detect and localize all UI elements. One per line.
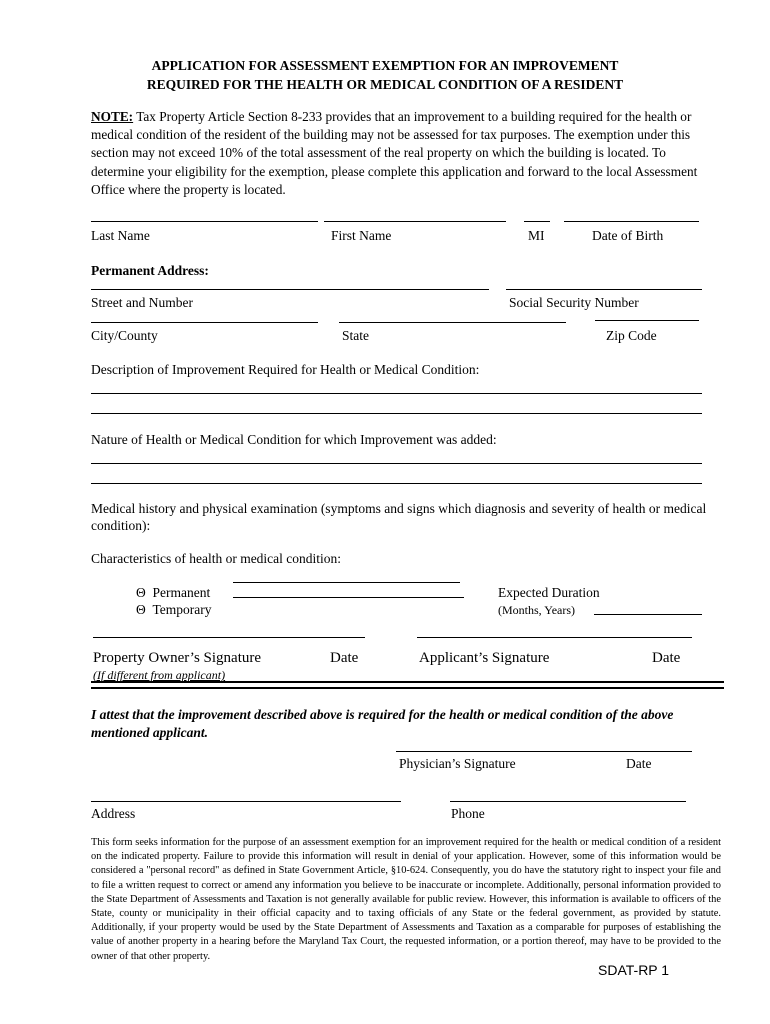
ssn-field[interactable] <box>506 289 702 290</box>
phone-line[interactable] <box>450 801 686 802</box>
condition-line-1[interactable] <box>91 463 702 464</box>
improvement-description-label: Description of Improvement Required for Health or Medical Condition: <box>91 362 480 377</box>
permanent-address-heading: Permanent Address: <box>91 263 209 278</box>
temporary-label: Temporary <box>152 602 212 617</box>
permanent-label: Permanent <box>152 585 211 600</box>
condition-nature-label: Nature of Health or Medical Condition for which Improvement was added: <box>91 432 497 447</box>
divider-top <box>91 681 724 683</box>
note-paragraph <box>91 108 711 199</box>
state-label: State <box>342 328 369 343</box>
address-label: Address <box>91 806 136 821</box>
duration-field[interactable] <box>594 614 702 615</box>
owner-signature-label: Property Owner’s Signature <box>93 650 262 666</box>
street-label: Street and Number <box>91 295 193 310</box>
temporary-line[interactable] <box>233 597 464 598</box>
mi-label: MI <box>528 228 545 243</box>
physician-signature-line[interactable] <box>396 751 692 752</box>
expected-duration-label: Expected Duration <box>498 585 600 600</box>
permanent-option[interactable] <box>136 584 210 601</box>
months-years-label: (Months, Years) <box>498 603 576 617</box>
zip-label: Zip Code <box>606 328 657 343</box>
applicant-date-label: Date <box>652 650 681 666</box>
mi-field[interactable] <box>524 221 550 222</box>
if-different-note: (If different from applicant) <box>93 668 226 682</box>
dob-field[interactable] <box>564 221 699 222</box>
note-label: NOTE: <box>91 109 134 124</box>
improvement-line-2[interactable] <box>91 413 702 414</box>
first-name-label: First Name <box>331 228 392 243</box>
note-text: Tax Property Article Section 8-233 provides that an improvement to a building required for the health or medical condition of the resident of the building may not be assessed for tax purposes. The exemption under this section may not exceed 10% of the total assessment of the real property on which the building is located. To determine your eligibility for the exemption, please complete this application and forward to the local Assessment Office where the property is located. <box>91 109 698 197</box>
form-title-line1: APPLICATION FOR ASSESSMENT EXEMPTION FOR AN IMPROVEMENT <box>151 58 619 73</box>
form-code: SDAT-RP 1 <box>598 962 670 978</box>
applicant-signature-line[interactable] <box>417 637 692 638</box>
permanent-line[interactable] <box>233 582 460 583</box>
street-field[interactable] <box>91 289 489 290</box>
medical-history-label: Medical history and physical examination (symptoms and signs which diagnosis and severity of health or medical condition): <box>91 501 707 533</box>
ssn-label: Social Security Number <box>509 295 639 310</box>
physician-signature-label: Physician’s Signature <box>399 756 516 771</box>
divider-bottom <box>91 687 724 689</box>
form-title-line2: REQUIRED FOR THE HEALTH OR MEDICAL CONDITION OF A RESIDENT <box>146 77 624 92</box>
temporary-option[interactable] <box>136 601 212 618</box>
first-name-field[interactable] <box>324 221 506 222</box>
state-field[interactable] <box>339 322 566 323</box>
owner-signature-line[interactable] <box>93 637 365 638</box>
attest-statement: I attest that the improvement described above is required for the health or medical condition of the above mentioned applicant. <box>91 707 674 740</box>
last-name-label: Last Name <box>91 228 150 243</box>
owner-date-label: Date <box>330 650 359 666</box>
radio-icon[interactable]: Θ <box>136 585 146 600</box>
condition-line-2[interactable] <box>91 483 702 484</box>
radio-icon[interactable]: Θ <box>136 602 146 617</box>
phone-label: Phone <box>451 806 485 821</box>
privacy-notice: This form seeks information for the purpose of an assessment exemption for an improvement required for the health or medical condition of a resident on the indicated property. Failure to provide this information will result in denial of your application. However, some of this information would be considered a "personal record" as defined in State Government Article, §10-624. Consequently, you do have the statutory right to inspect your file and to file a written request to correct or amend any information you believe to be inaccurate or incomplete. Additionally, personal information provided to the State Department of Assessments and Taxation is not generally available for public review. However, this information is available to officers of the State, county or municipality in their official capacity and to taxing officials of any State or the federal government, as provided by statute. Additionally, if your property would be used by the State Department of Assessments and Taxation as a comparable for purposes of establishing the value of another property in a hearing before the Maryland Tax Court, the requested information, or a portion thereof, may have to be provided to the owner of that other property. <box>91 837 721 962</box>
improvement-line-1[interactable] <box>91 393 702 394</box>
city-field[interactable] <box>91 322 318 323</box>
applicant-signature-label: Applicant’s Signature <box>419 650 550 666</box>
characteristics-label: Characteristics of health or medical condition: <box>91 551 342 566</box>
dob-label: Date of Birth <box>592 228 664 243</box>
address-line[interactable] <box>91 801 401 802</box>
last-name-field[interactable] <box>91 221 318 222</box>
physician-date-label: Date <box>626 756 652 771</box>
zip-field[interactable] <box>595 320 699 321</box>
city-label: City/County <box>91 328 158 343</box>
